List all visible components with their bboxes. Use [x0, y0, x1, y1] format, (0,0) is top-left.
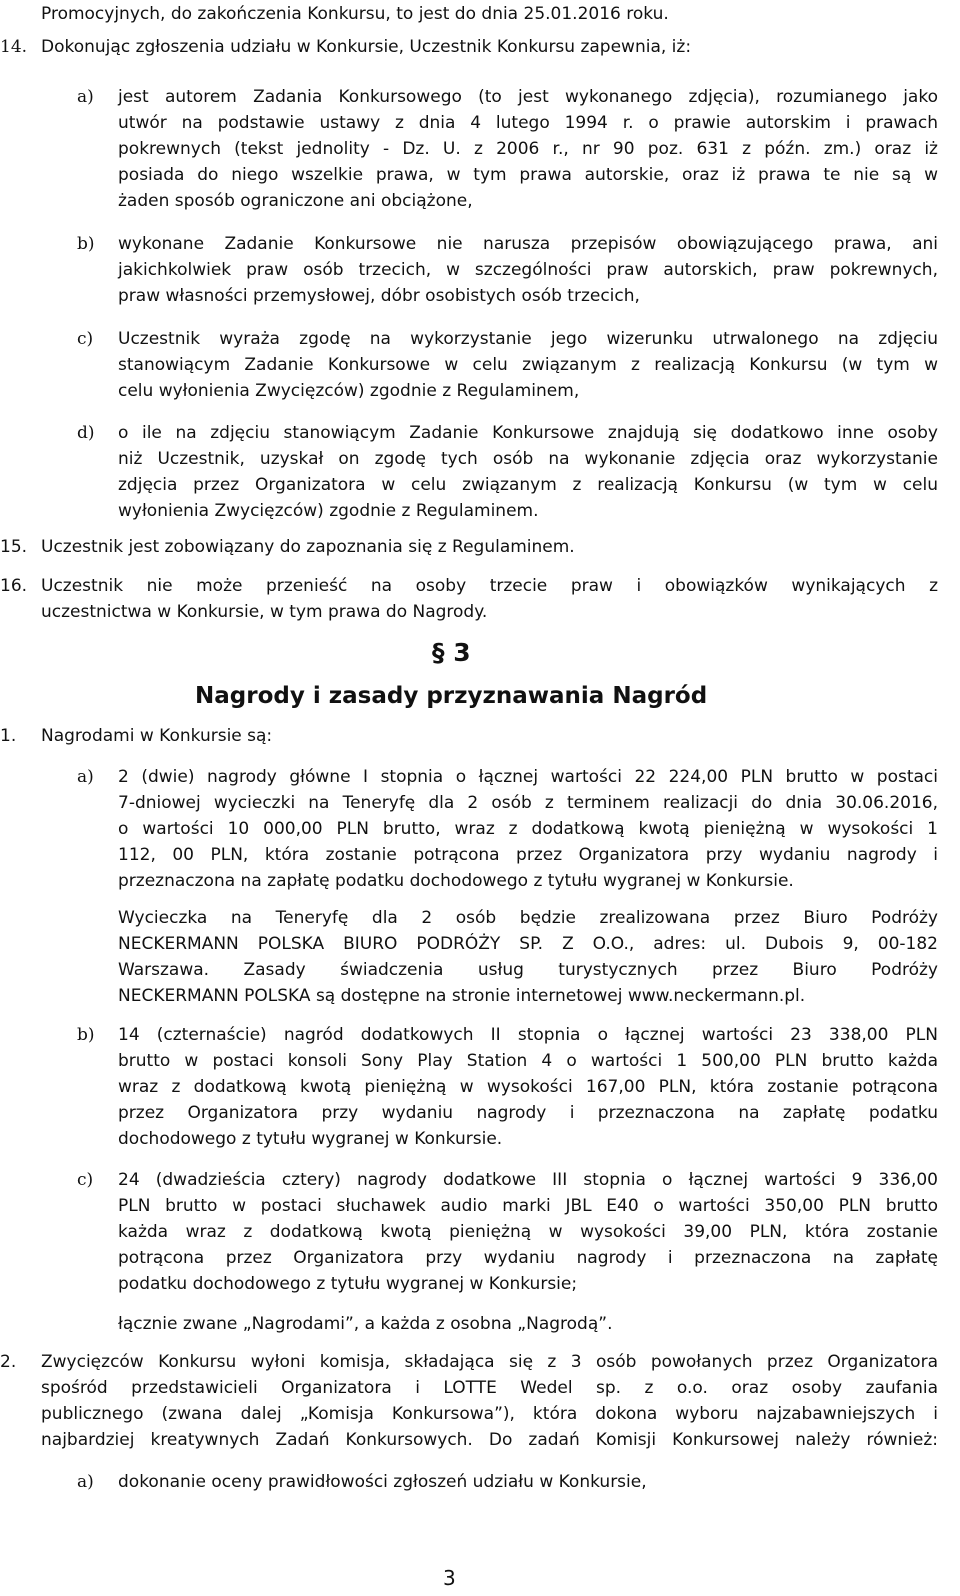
- prizes-marker: 1.: [0, 726, 17, 746]
- text-line: Warszawa. Zasady świadczenia usług turystycznych przez Biuro Podróży: [118, 960, 938, 980]
- text-line: podatku dochodowego z tytułu wygranej w Konkursie;: [118, 1274, 578, 1294]
- text-line: 2 (dwie) nagrody główne I stopnia o łącznej wartości 22 224,00 PLN brutto w postaci: [118, 767, 938, 787]
- item-16-marker: 16.: [0, 576, 28, 596]
- prize-a-marker: a): [77, 767, 94, 787]
- item-2-marker: 2.: [0, 1352, 17, 1372]
- text-line: jest autorem Zadania Konkursowego (to jest wykonanego zdjęcia), rozumianego jako: [118, 87, 938, 107]
- text-line: każda wraz z dodatkową kwotą pieniężną w wysokości 39,00 PLN, która zostanie: [118, 1222, 938, 1242]
- prizes-lead: Nagrodami w Konkursie są:: [41, 726, 273, 746]
- item-15-text: Uczestnik jest zobowiązany do zapoznania się z Regulaminem.: [41, 537, 575, 557]
- prize-b-marker: b): [77, 1025, 95, 1045]
- item-14a-marker: a): [77, 87, 94, 107]
- section-title: Nagrody i zasady przyznawania Nagród: [195, 683, 708, 709]
- item-14b-marker: b): [77, 234, 95, 254]
- text-line: 24 (dwadzieścia cztery) nagrody dodatkowe III stopnia o łącznej wartości 9 336,00: [118, 1170, 938, 1190]
- item-15-marker: 15.: [0, 537, 28, 557]
- item-2a-marker: a): [77, 1472, 94, 1492]
- text-line: o wartości 10 000,00 PLN brutto, wraz z dodatkową kwotą pieniężną w wysokości 1: [118, 819, 938, 839]
- text-line: NECKERMANN POLSKA BIURO PODRÓŻY SP. Z O.O., adres: ul. Dubois 9, 00-182: [118, 934, 938, 954]
- intro-line: Promocyjnych, do zakończenia Konkursu, to jest do dnia 25.01.2016 roku.: [41, 4, 669, 24]
- text-line: najbardziej kreatywnych Zadań Konkursowych. Do zadań Komisji Konkursowej należy również:: [41, 1430, 938, 1450]
- text-line: NECKERMANN POLSKA są dostępne na stronie internetowej www.neckermann.pl.: [118, 986, 806, 1006]
- text-line: pokrewnych (tekst jednolity - Dz. U. z 2006 r., nr 90 poz. 631 z późn. zm.) oraz iż: [118, 139, 938, 159]
- text-line: brutto w postaci konsoli Sony Play Station 4 o wartości 1 500,00 PLN brutto każda: [118, 1051, 938, 1071]
- text-line: utwór na podstawie ustawy z dnia 4 lutego 1994 r. o prawie autorskim i prawach: [118, 113, 938, 133]
- text-line: jakichkolwiek praw osób trzecich, w szczególności praw autorskich, praw pokrewnych,: [118, 260, 938, 280]
- item-14-lead: Dokonując zgłoszenia udziału w Konkursie, Uczestnik Konkursu zapewnia, iż:: [41, 37, 692, 57]
- text-line: wykonane Zadanie Konkursowe nie narusza przepisów obowiązującego prawa, ani: [118, 234, 938, 254]
- text-line: Uczestnik nie może przenieść na osoby trzecie praw i obowiązków wynikających z: [41, 576, 938, 596]
- text-line: PLN brutto w postaci słuchawek audio marki JBL E40 o wartości 350,00 PLN brutto: [118, 1196, 938, 1216]
- prize-c-marker: c): [77, 1170, 94, 1190]
- text-line: wraz z dodatkową kwotą pieniężną w wysokości 167,00 PLN, która zostanie potrącona: [118, 1077, 938, 1097]
- item-14-marker: 14.: [0, 37, 28, 57]
- text-line: Wycieczka na Teneryfę dla 2 osób będzie zrealizowana przez Biuro Podróży: [118, 908, 938, 928]
- text-line: dochodowego z tytułu wygranej w Konkursie.: [118, 1129, 503, 1149]
- page-number: 3: [443, 1566, 456, 1590]
- text-line: uczestnictwa w Konkursie, w tym prawa do Nagrody.: [41, 602, 488, 622]
- text-line: przez Organizatora przy wydaniu nagrody i przeznaczona na zapłatę podatku: [118, 1103, 938, 1123]
- prizes-summary: łącznie zwane „Nagrodami”, a każda z osobna „Nagrodą”.: [118, 1314, 613, 1334]
- text-line: wyłonienia Zwycięzców) zgodnie z Regulaminem.: [118, 501, 539, 521]
- text-line: 112, 00 PLN, która zostanie potrącona przez Organizatora przy wydaniu nagrody i: [118, 845, 938, 865]
- text-line: niż Uczestnik, uzyskał on zgodę tych osób na wykonanie zdjęcia oraz wykorzystanie: [118, 449, 938, 469]
- item-14d-marker: d): [77, 423, 95, 443]
- text-line: przeznaczona na zapłatę podatku dochodowego z tytułu wygranej w Konkursie.: [118, 871, 794, 891]
- item-2a-text: dokonanie oceny prawidłowości zgłoszeń udziału w Konkursie,: [118, 1472, 647, 1492]
- text-line: Uczestnik wyraża zgodę na wykorzystanie jego wizerunku utrwalonego na zdjęciu: [118, 329, 938, 349]
- text-line: posiada do niego wszelkie prawa, w tym prawa autorskie, oraz iż prawa te nie są w: [118, 165, 938, 185]
- section-number: § 3: [432, 638, 471, 667]
- text-line: celu wyłonienia Zwycięzców) zgodnie z Regulaminem,: [118, 381, 580, 401]
- text-line: żaden sposób ograniczone ani obciążone,: [118, 191, 473, 211]
- text-line: o ile na zdjęciu stanowiącym Zadanie Konkursowe znajdują się dodatkowo inne osoby: [118, 423, 938, 443]
- text-line: potrącona przez Organizatora przy wydaniu nagrody i przeznaczona na zapłatę: [118, 1248, 938, 1268]
- item-14c-marker: c): [77, 329, 94, 349]
- text-line: zdjęcia przez Organizatora w celu związanym z realizacją Konkursu (w tym w celu: [118, 475, 938, 495]
- text-line: spośród przedstawicieli Organizatora i LOTTE Wedel sp. z o.o. oraz osoby zaufania: [41, 1378, 938, 1398]
- text-line: praw własności przemysłowej, dóbr osobistych osób trzecich,: [118, 286, 640, 306]
- text-line: 14 (czternaście) nagród dodatkowych II stopnia o łącznej wartości 23 338,00 PLN: [118, 1025, 938, 1045]
- text-line: Zwycięzców Konkursu wyłoni komisja, składająca się z 3 osób powołanych przez Organizatora: [41, 1352, 938, 1372]
- text-line: publicznego (zwana dalej „Komisja Konkursowa”), która dokona wyboru najzabawniejszych i: [41, 1404, 938, 1424]
- text-line: stanowiącym Zadanie Konkursowe w celu związanym z realizacją Konkursu (w tym w: [118, 355, 938, 375]
- text-line: 7-dniowej wycieczki na Teneryfę dla 2 osób z terminem realizacji do dnia 30.06.2016,: [118, 793, 938, 813]
